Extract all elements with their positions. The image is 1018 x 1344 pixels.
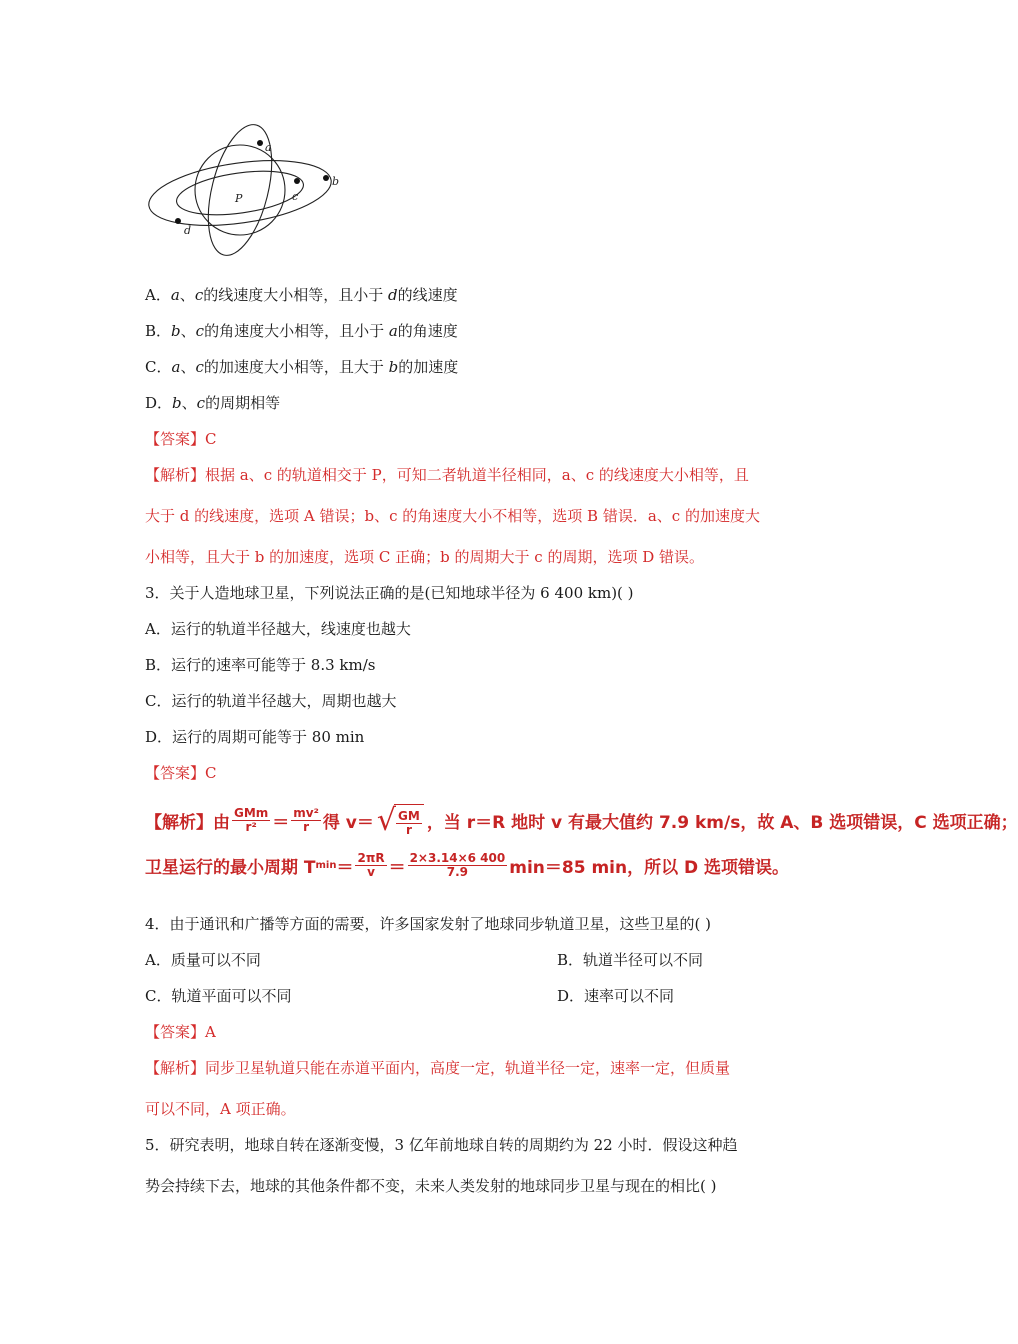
- q3-option-c: C．运行的轨道半径越大，周期也越大: [145, 692, 397, 710]
- q4-stem: 4．由于通讯和广播等方面的需要，许多国家发射了地球同步轨道卫星，这些卫星的( ): [145, 915, 712, 933]
- q2-answer: 【答案】C: [145, 430, 217, 448]
- q4-analysis-line-1: 【解析】同步卫星轨道只能在赤道平面内，高度一定，轨道半径一定，速率一定，但质量: [145, 1059, 731, 1077]
- q5-stem-line-2: 势会持续下去，地球的其他条件都不变，未来人类发射的地球同步卫星与现在的相比( ): [145, 1177, 717, 1195]
- q4-option-d: D．速率可以不同: [557, 987, 675, 1005]
- q3-answer: 【答案】C: [145, 764, 217, 782]
- q3-analysis-formula-1: 【解析】 由 $\frac{\text{GMm}}{\text{r²}}$ ＝ $\frac{\text{mv²}}{r}$ 得 v＝ √ $\frac{GM}{r}$ ，当 r＝R 地时 v 有最大值约 7.9 km/s，故 A、B 选项错误，C 选项正确；: [145, 803, 1018, 838]
- q2-analysis-line-3: 小相等，且大于 b 的加速度，选项 C 正确；b 的周期大于 c 的周期，选项 D 错误。: [145, 548, 705, 566]
- q3-option-d: D．运行的周期可能等于 80 min: [145, 728, 365, 746]
- satellite-c: [294, 178, 300, 184]
- fraction-mv2-r: $\frac{\text{mv²}}{r}$: [293, 806, 319, 834]
- q4-option-a: A．质量可以不同: [145, 951, 261, 969]
- satellite-d: [175, 218, 181, 224]
- q3-option-a: A．运行的轨道半径越大，线速度也越大: [145, 620, 411, 638]
- q4-options-row-1: [145, 950, 704, 970]
- label-b: b: [332, 175, 340, 188]
- q3-option-b: B．运行的速率可能等于 8.3 km/s: [145, 656, 376, 674]
- sqrt-gm-r: √ $\frac{GM}{r}$: [377, 803, 424, 838]
- q2-option-a: A．a、c的线速度大小相等，且小于 d的线速度: [145, 286, 458, 304]
- fraction-period-calc: $\frac{2\times 3.14\times 6 400}{7.9}$: [409, 851, 506, 879]
- q4-analysis-line-2: 可以不同，A 项正确。: [145, 1100, 296, 1118]
- q5-stem-line-1: 5．研究表明，地球自转在逐渐变慢，3 亿年前地球自转的周期约为 22 小时．假设这种趋: [145, 1136, 738, 1154]
- fraction-gmm-r2: $\frac{\text{GMm}}{\text{r²}}$: [234, 806, 269, 834]
- q4-answer: 【答案】A: [145, 1023, 216, 1041]
- label-p: P: [235, 192, 243, 205]
- label-d: d: [184, 224, 192, 237]
- q2-option-b: B．b、c的角速度大小相等，且小于 a的角速度: [145, 322, 458, 340]
- orbit-diagram: [145, 125, 355, 255]
- satellite-b: [323, 175, 329, 181]
- q4-option-c: C．轨道平面可以不同: [145, 987, 292, 1005]
- q3-analysis-formula-2: 卫星运行的最小周期 T min ＝ $\frac{2\pi R}{v}$ ＝ $\frac{2\times 3.14\times 6 400}{7.9}$ min＝85 min，所以 D 选项错误。: [145, 851, 790, 879]
- q2-analysis-line-2: 大于 d 的线速度，选项 A 错误；b、c 的角速度大小不相等，选项 B 错误．a、c 的加速度大: [145, 507, 760, 525]
- q4-options-row-2: [145, 986, 675, 1006]
- q2-option-c: C．a、c的加速度大小相等，且大于 b的加速度: [145, 358, 459, 376]
- fraction-2pir-v: $\frac{2\pi R}{v}$: [357, 851, 385, 879]
- q2-option-d: D．b、c的周期相等: [145, 394, 281, 412]
- satellite-a: [257, 140, 263, 146]
- label-c: c: [292, 190, 299, 203]
- q4-option-b: B．轨道半径可以不同: [557, 951, 704, 969]
- orbit-a: [197, 118, 284, 262]
- q2-analysis-line-1: 【解析】根据 a、c 的轨道相交于 P，可知二者轨道半径相同，a、c 的线速度大小相等，且: [145, 466, 749, 484]
- label-a: a: [265, 141, 272, 154]
- q3-stem: 3．关于人造地球卫星，下列说法正确的是(已知地球半径为 6 400 km)( ): [145, 584, 634, 602]
